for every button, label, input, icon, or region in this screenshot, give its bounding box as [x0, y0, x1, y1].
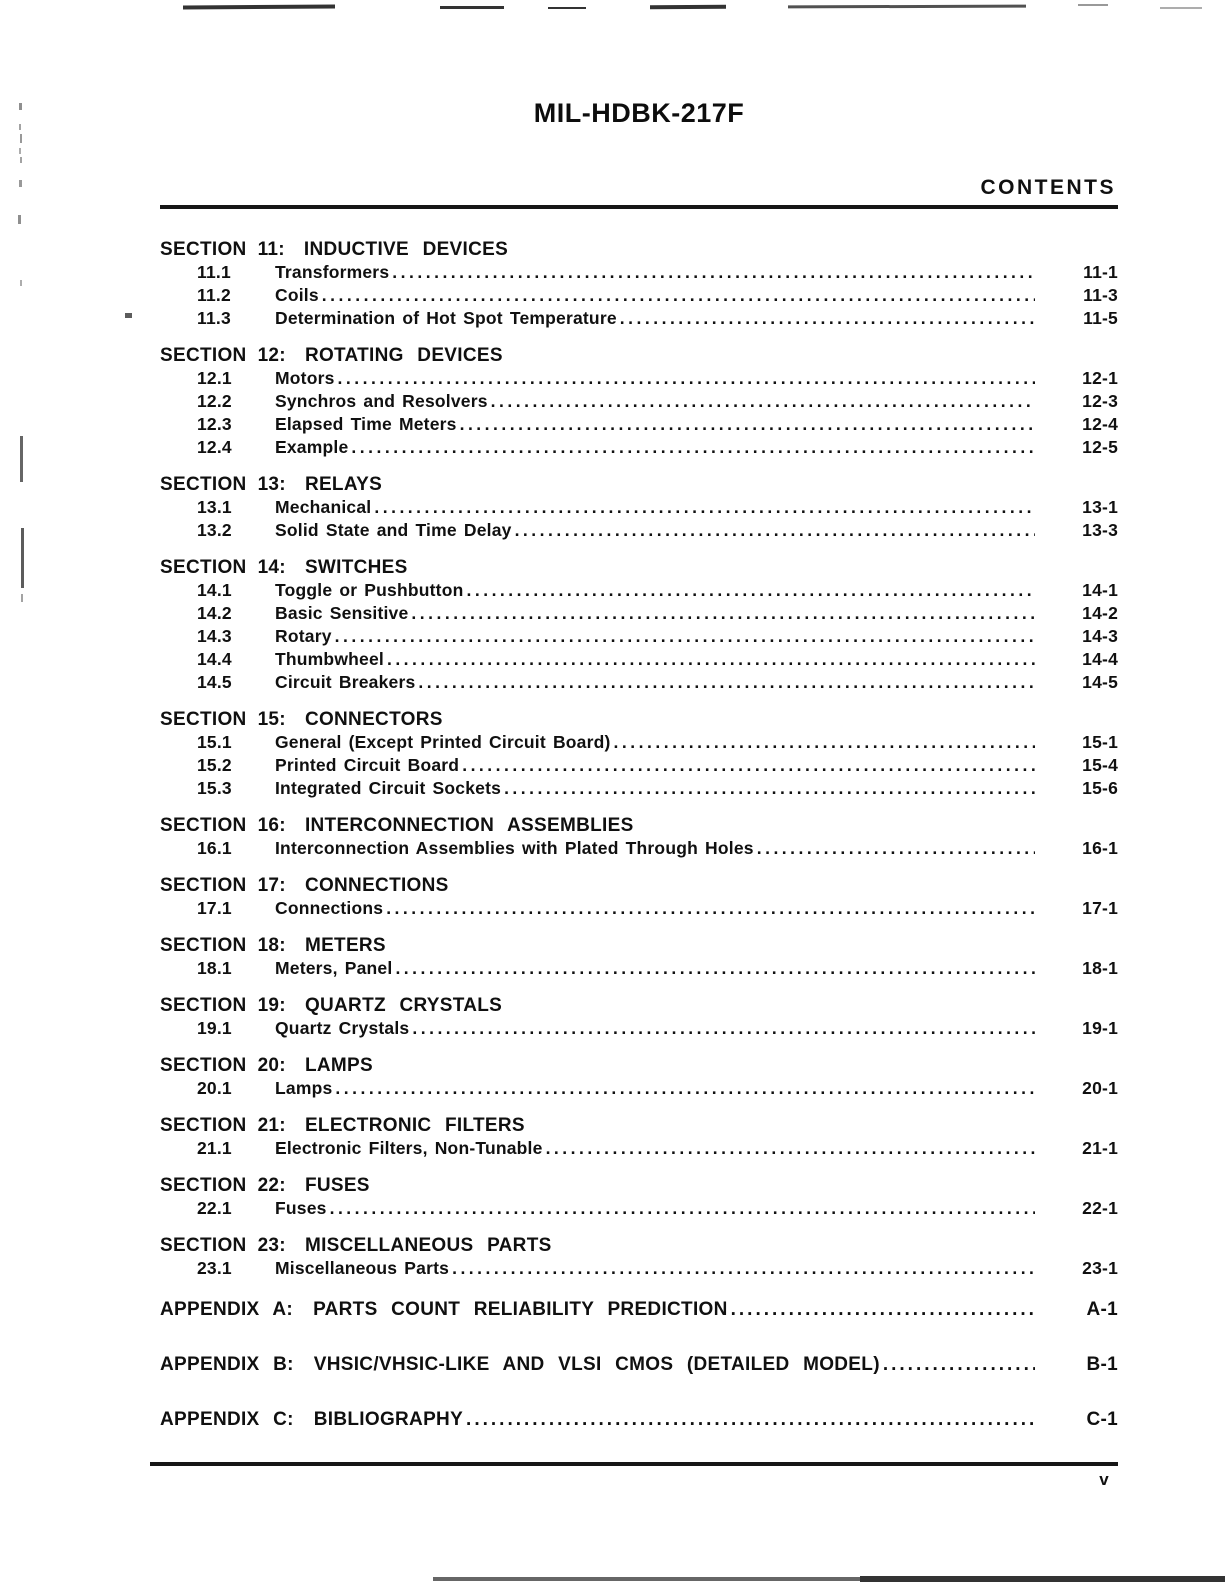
section-heading — [160, 708, 1118, 731]
entry-page-number: 16-1 — [1082, 838, 1118, 858]
appendix-row — [160, 1408, 1118, 1431]
toc-entry — [160, 957, 1118, 980]
scan-artifact — [125, 313, 132, 318]
toc-entry — [160, 602, 1118, 625]
section-number: 15: — [257, 709, 286, 730]
entry-number: 17.1 — [197, 898, 232, 918]
dot-leader — [411, 602, 1035, 625]
scan-artifact — [440, 6, 504, 9]
section-number: 16: — [257, 815, 286, 836]
entry-number: 14.4 — [197, 649, 232, 669]
section-label: SECTION — [160, 557, 247, 578]
toc-entry — [160, 837, 1118, 860]
section-title: INDUCTIVE DEVICES — [303, 239, 509, 260]
appendix-label: APPENDIX A: — [160, 1299, 294, 1320]
entry-page-number: 13-3 — [1082, 520, 1118, 540]
toc-entry — [160, 367, 1118, 390]
appendix-page-number: B-1 — [1086, 1354, 1118, 1375]
section-number: 20: — [257, 1055, 286, 1076]
entry-page-number: 11-1 — [1083, 262, 1118, 282]
entry-title: Quartz Crystals — [275, 1018, 410, 1038]
scan-artifact — [860, 1576, 1225, 1582]
entry-title: Integrated Circuit Sockets — [275, 778, 502, 798]
section-label: SECTION — [160, 875, 247, 896]
entry-number: 12.2 — [197, 391, 232, 411]
entry-number: 14.5 — [197, 672, 232, 692]
section-number: 14: — [257, 557, 286, 578]
toc-entry — [160, 1137, 1118, 1160]
section-number: 11: — [257, 239, 285, 260]
entry-title: Circuit Breakers — [275, 672, 416, 692]
section-title: FUSES — [304, 1175, 370, 1196]
entry-page-number: 20-1 — [1082, 1078, 1118, 1098]
dot-leader — [392, 261, 1035, 284]
section-label: SECTION — [160, 474, 247, 495]
toc-entry — [160, 390, 1118, 413]
entry-title: Synchros and Resolvers — [275, 391, 488, 411]
toc-entry — [160, 897, 1118, 920]
scan-artifact — [19, 180, 22, 187]
appendix-page-number: A-1 — [1086, 1299, 1118, 1320]
dot-leader — [491, 390, 1035, 413]
entry-number: 11.1 — [197, 262, 231, 282]
entry-page-number: 14-3 — [1082, 626, 1118, 646]
section-label: SECTION — [160, 1115, 247, 1136]
section-label: SECTION — [160, 1175, 247, 1196]
scan-artifact — [433, 1577, 863, 1581]
toc-section — [160, 238, 1118, 330]
dot-leader — [351, 436, 1035, 459]
section-heading — [160, 344, 1118, 367]
section-label: SECTION — [160, 935, 247, 956]
toc-section — [160, 814, 1118, 860]
toc-entry — [160, 519, 1118, 542]
entry-page-number: 15-1 — [1082, 732, 1118, 752]
appendix-row — [160, 1298, 1118, 1321]
section-heading — [160, 1234, 1118, 1257]
scan-artifact — [548, 7, 586, 9]
entry-number: 11.3 — [197, 308, 231, 328]
toc-section — [160, 556, 1118, 694]
entry-title: Lamps — [275, 1078, 333, 1098]
footer-rule — [150, 1462, 1118, 1466]
appendix-page-number: C-1 — [1086, 1409, 1118, 1430]
section-number: 22: — [257, 1175, 286, 1196]
section-title: QUARTZ CRYSTALS — [304, 995, 503, 1016]
dot-leader — [452, 1257, 1035, 1280]
table-of-contents — [160, 238, 1118, 1431]
scan-artifact — [19, 103, 22, 110]
entry-title: Printed Circuit Board — [275, 755, 460, 775]
toc-section — [160, 708, 1118, 800]
section-number: 23: — [257, 1235, 286, 1256]
scan-artifact — [18, 215, 21, 224]
entry-title: Example — [275, 437, 349, 457]
dot-leader — [386, 897, 1035, 920]
entry-page-number: 12-5 — [1082, 437, 1118, 457]
section-label: SECTION — [160, 1235, 247, 1256]
toc-section — [160, 1174, 1118, 1220]
dot-leader — [731, 1298, 1035, 1321]
entry-page-number: 15-6 — [1082, 778, 1118, 798]
appendix-row — [160, 1353, 1118, 1376]
entry-number: 15.1 — [197, 732, 232, 752]
toc-entry — [160, 436, 1118, 459]
section-title: RELAYS — [304, 474, 383, 495]
section-title: CONNECTORS — [304, 709, 443, 730]
entry-title: Connections — [275, 898, 384, 918]
entry-title: Interconnection Assemblies with Plated Through Holes — [275, 838, 754, 858]
dot-leader — [395, 957, 1035, 980]
section-heading — [160, 238, 1118, 261]
entry-page-number: 11-3 — [1083, 285, 1118, 305]
section-heading — [160, 1114, 1118, 1137]
scan-artifact — [21, 594, 23, 602]
entry-title: Toggle or Pushbutton — [275, 580, 464, 600]
entry-page-number: 14-4 — [1082, 649, 1118, 669]
dot-leader — [335, 625, 1035, 648]
section-label: SECTION — [160, 815, 247, 836]
entry-page-number: 14-5 — [1082, 672, 1118, 692]
toc-entry — [160, 579, 1118, 602]
dot-leader — [620, 307, 1035, 330]
entry-title: Fuses — [275, 1198, 327, 1218]
dot-leader — [462, 754, 1035, 777]
section-title: ELECTRONIC FILTERS — [304, 1115, 525, 1136]
toc-entry — [160, 1077, 1118, 1100]
toc-entry — [160, 731, 1118, 754]
dot-leader — [883, 1353, 1035, 1376]
scan-artifact — [1160, 7, 1202, 9]
toc-section — [160, 473, 1118, 542]
entry-title: Electronic Filters, Non-Tunable — [275, 1138, 543, 1158]
section-number: 19: — [257, 995, 286, 1016]
section-label: SECTION — [160, 995, 247, 1016]
toc-entry — [160, 1197, 1118, 1220]
appendix-title: PARTS COUNT RELIABILITY PREDICTION — [313, 1299, 728, 1320]
toc-entry — [160, 777, 1118, 800]
toc-section — [160, 874, 1118, 920]
entry-title: Rotary — [275, 626, 332, 646]
toc-section — [160, 934, 1118, 980]
entry-page-number: 12-3 — [1082, 391, 1118, 411]
dot-leader — [338, 367, 1035, 390]
entry-title: Transformers — [275, 262, 390, 282]
scan-artifact — [21, 528, 24, 588]
entry-number: 15.3 — [197, 778, 232, 798]
scan-artifact — [1078, 4, 1108, 6]
entry-number: 13.1 — [197, 497, 232, 517]
entry-number: 19.1 — [197, 1018, 232, 1038]
entry-page-number: 14-2 — [1082, 603, 1118, 623]
entry-page-number: 15-4 — [1082, 755, 1118, 775]
toc-entry — [160, 1017, 1118, 1040]
scan-artifact — [19, 124, 21, 130]
entry-number: 16.1 — [197, 838, 232, 858]
entry-title: Mechanical — [275, 497, 372, 517]
entry-page-number: 18-1 — [1082, 958, 1118, 978]
entry-number: 14.1 — [197, 580, 232, 600]
entry-title: Thumbwheel — [275, 649, 384, 669]
toc-section — [160, 1114, 1118, 1160]
scan-artifact — [20, 134, 22, 143]
section-number: 13: — [257, 474, 286, 495]
scan-artifact — [19, 148, 21, 154]
contents-heading: CONTENTS — [980, 176, 1116, 199]
entry-page-number: 11-5 — [1083, 308, 1118, 328]
entry-title: Motors — [275, 368, 335, 388]
entry-number: 11.2 — [197, 285, 231, 305]
dot-leader — [387, 648, 1035, 671]
entry-number: 21.1 — [197, 1138, 232, 1158]
entry-title: Basic Sensitive — [275, 603, 409, 623]
scan-artifact — [20, 436, 23, 482]
toc-section — [160, 994, 1118, 1040]
entry-number: 15.2 — [197, 755, 232, 775]
entry-page-number: 13-1 — [1082, 497, 1118, 517]
appendix-title: BIBLIOGRAPHY — [313, 1409, 464, 1430]
section-number: 12: — [257, 345, 286, 366]
dot-leader — [546, 1137, 1035, 1160]
section-label: SECTION — [160, 709, 247, 730]
entry-number: 23.1 — [197, 1258, 232, 1278]
entry-number: 22.1 — [197, 1198, 232, 1218]
entry-number: 18.1 — [197, 958, 232, 978]
section-heading — [160, 473, 1118, 496]
toc-entry — [160, 261, 1118, 284]
scan-artifact — [20, 157, 22, 163]
entry-number: 13.2 — [197, 520, 232, 540]
dot-leader — [466, 1408, 1035, 1431]
dot-leader — [614, 731, 1035, 754]
section-heading — [160, 994, 1118, 1017]
section-number: 21: — [257, 1115, 286, 1136]
header-rule — [160, 205, 1118, 209]
entry-page-number: 12-1 — [1082, 368, 1118, 388]
toc-section — [160, 344, 1118, 459]
dot-leader — [515, 519, 1035, 542]
section-title: LAMPS — [304, 1055, 373, 1076]
entry-number: 12.1 — [197, 368, 232, 388]
section-heading — [160, 934, 1118, 957]
toc-entry — [160, 496, 1118, 519]
dot-leader — [330, 1197, 1035, 1220]
appendix-label: APPENDIX B: — [160, 1354, 294, 1375]
appendix-label: APPENDIX C: — [160, 1409, 294, 1430]
entry-title: Elapsed Time Meters — [275, 414, 457, 434]
section-number: 17: — [257, 875, 286, 896]
section-number: 18: — [257, 935, 286, 956]
section-heading — [160, 1054, 1118, 1077]
entry-title: Solid State and Time Delay — [275, 520, 512, 540]
section-title: SWITCHES — [304, 557, 408, 578]
page-number: v — [1099, 1470, 1109, 1489]
toc-entry — [160, 754, 1118, 777]
entry-number: 12.3 — [197, 414, 232, 434]
entry-page-number: 17-1 — [1082, 898, 1118, 918]
section-label: SECTION — [160, 239, 247, 260]
entry-page-number: 12-4 — [1082, 414, 1118, 434]
entry-title: Determination of Hot Spot Temperature — [275, 308, 617, 328]
entry-page-number: 23-1 — [1082, 1258, 1118, 1278]
section-title: ROTATING DEVICES — [304, 345, 503, 366]
scan-artifact — [20, 280, 22, 286]
dot-leader — [374, 496, 1035, 519]
toc-entry — [160, 671, 1118, 694]
entry-number: 20.1 — [197, 1078, 232, 1098]
entry-page-number: 14-1 — [1082, 580, 1118, 600]
appendix-title: VHSIC/VHSIC-LIKE AND VLSI CMOS (DETAILED MODEL) — [313, 1354, 880, 1375]
toc-entry — [160, 284, 1118, 307]
dot-leader — [460, 413, 1035, 436]
dot-leader — [335, 1077, 1035, 1100]
entry-page-number: 21-1 — [1082, 1138, 1118, 1158]
section-label: SECTION — [160, 1055, 247, 1076]
entry-title: General (Except Printed Circuit Board) — [275, 732, 611, 752]
toc-entry — [160, 1257, 1118, 1280]
section-title: INTERCONNECTION ASSEMBLIES — [304, 815, 634, 836]
section-title: MISCELLANEOUS PARTS — [304, 1235, 552, 1256]
dot-leader — [418, 671, 1035, 694]
dot-leader — [466, 579, 1035, 602]
section-heading — [160, 814, 1118, 837]
entry-number: 14.3 — [197, 626, 232, 646]
document-title: MIL-HDBK-217F — [533, 98, 745, 128]
entry-title: Meters, Panel — [275, 958, 393, 978]
entry-number: 12.4 — [197, 437, 232, 457]
entry-title: Coils — [275, 285, 319, 305]
dot-leader — [757, 837, 1035, 860]
toc-entry — [160, 625, 1118, 648]
section-label: SECTION — [160, 345, 247, 366]
toc-section — [160, 1234, 1118, 1280]
dot-leader — [412, 1017, 1035, 1040]
section-title: CONNECTIONS — [304, 875, 449, 896]
dot-leader — [504, 777, 1035, 800]
section-heading — [160, 1174, 1118, 1197]
toc-entry — [160, 307, 1118, 330]
toc-entry — [160, 413, 1118, 436]
section-title: METERS — [304, 935, 386, 956]
toc-section — [160, 1054, 1118, 1100]
section-heading — [160, 556, 1118, 579]
entry-page-number: 22-1 — [1082, 1198, 1118, 1218]
section-heading — [160, 874, 1118, 897]
entry-page-number: 19-1 — [1082, 1018, 1118, 1038]
dot-leader — [322, 284, 1035, 307]
entry-number: 14.2 — [197, 603, 232, 623]
entry-title: Miscellaneous Parts — [275, 1258, 450, 1278]
scan-artifact — [650, 5, 726, 9]
toc-entry — [160, 648, 1118, 671]
